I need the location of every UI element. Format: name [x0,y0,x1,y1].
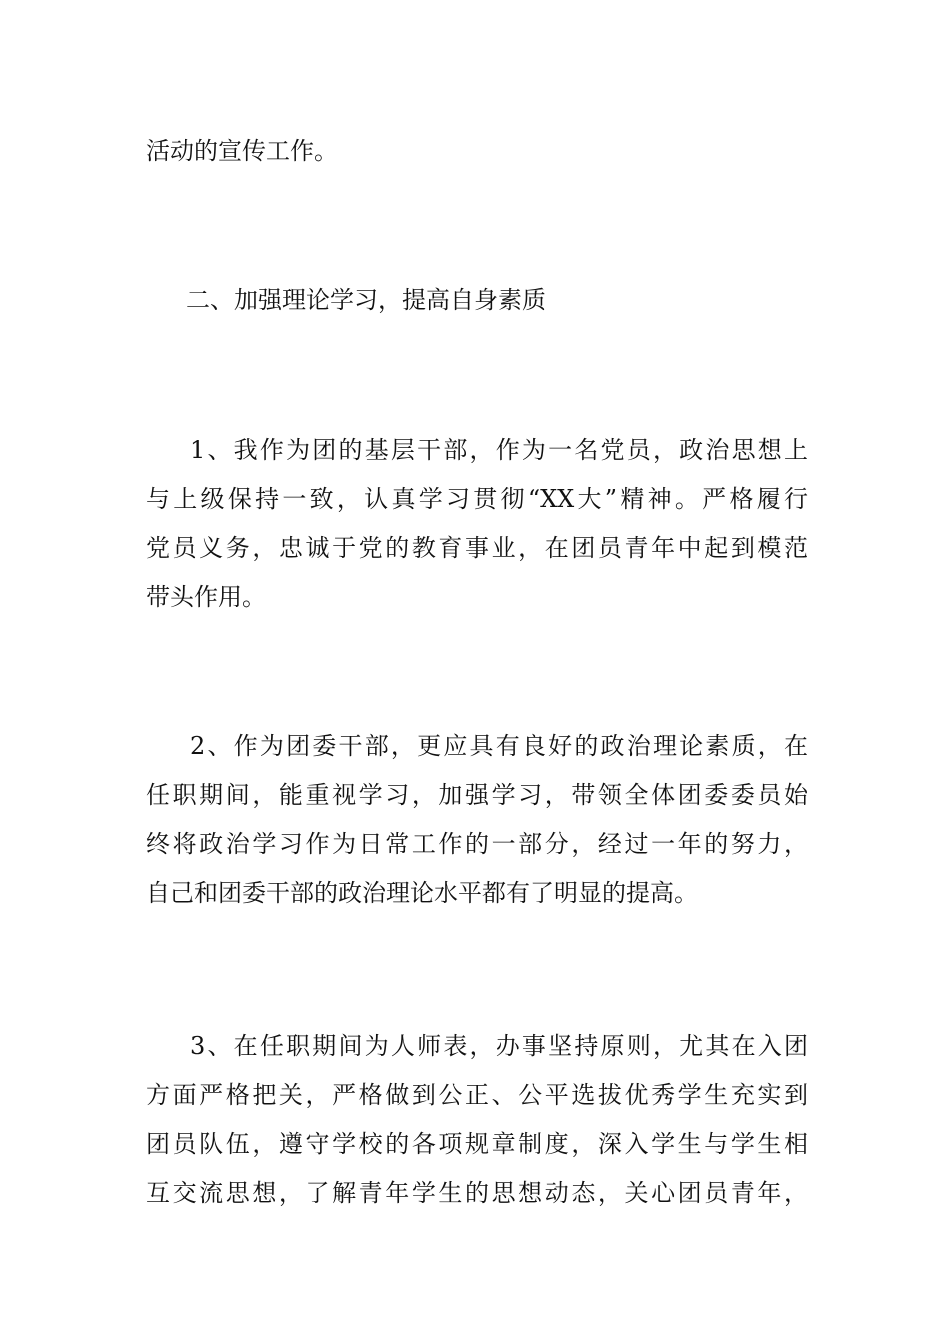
text-line: 活动的宣传工作。 [146,137,338,165]
paragraph-2 [146,722,808,918]
text-line: 任职期间，能重视学习，加强学习，带领全体团委委员始 [146,781,808,809]
text-line: 与上级保持一致，认真学习贯彻“XX大”精神。严格履行 [146,485,808,513]
paragraph-3 [146,1022,808,1218]
paragraph-1 [146,426,808,622]
text-line: 党员义务，忠诚于党的教育事业，在团员青年中起到模范 [146,534,808,562]
text-line: 1、我作为团的基层干部，作为一名党员，政治思想上 [190,436,808,464]
text-line: 3、在任职期间为人师表，办事坚持原则，尤其在入团 [190,1032,808,1060]
text-line: 方面严格把关，严格做到公正、公平选拔优秀学生充实到 [146,1081,808,1109]
paragraph-continuation [146,127,808,176]
text-line: 互交流思想，了解青年学生的思想动态，关心团员青年， [146,1179,808,1207]
text-line: 2、作为团委干部，更应具有良好的政治理论素质，在 [190,732,808,760]
text-line: 团员队伍，遵守学校的各项规章制度，深入学生与学生相 [146,1130,808,1158]
text-line: 终将政治学习作为日常工作的一部分，经过一年的努力， [146,830,808,858]
text-line: 自己和团委干部的政治理论水平都有了明显的提高。 [146,879,698,907]
section-heading: 二、加强理论学习，提高自身素质 [186,286,546,314]
text-line: 带头作用。 [146,583,266,611]
